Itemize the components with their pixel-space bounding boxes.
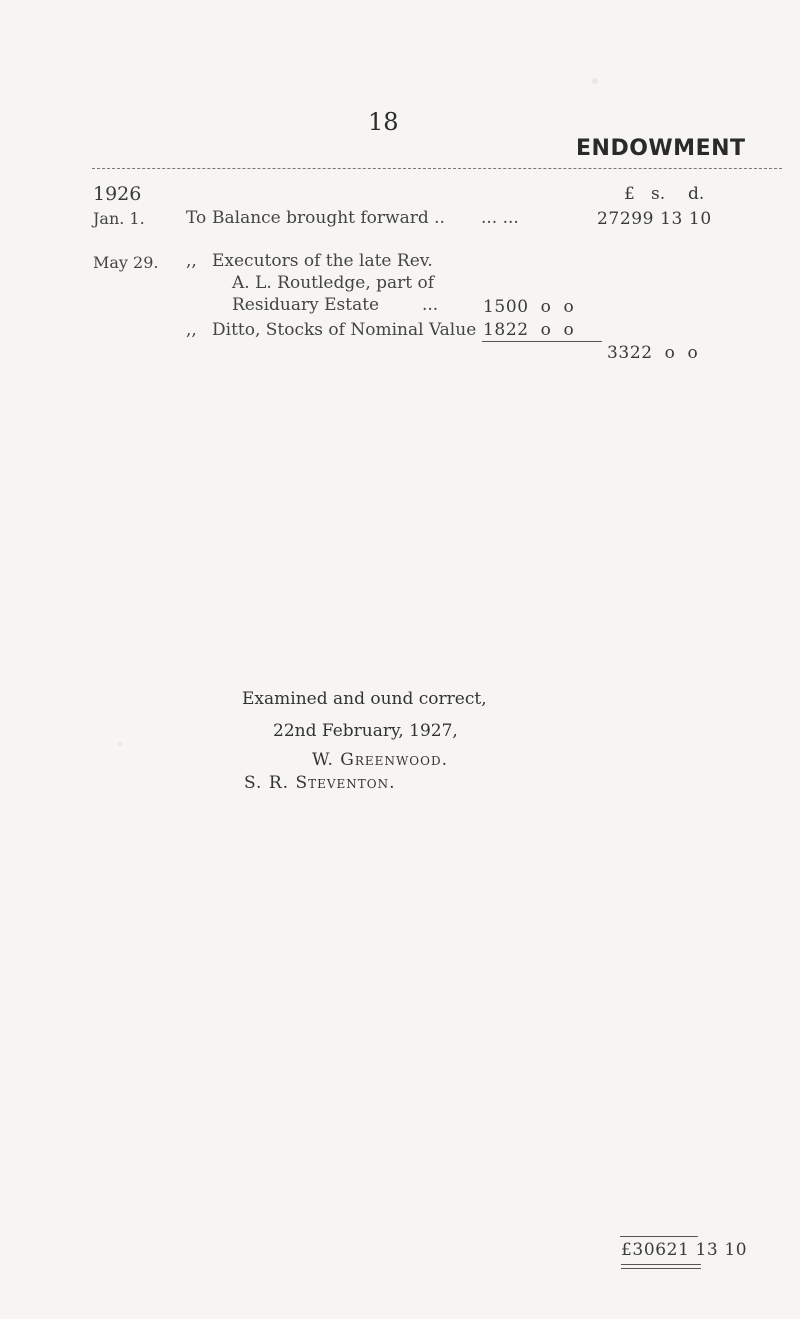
paper-spot xyxy=(118,742,122,746)
certification-line: Examined and ound correct, xyxy=(242,689,487,709)
entry-prefix: ,, xyxy=(186,320,197,340)
paper-spot xyxy=(592,78,598,84)
entry-description-line: A. L. Routledge, part of xyxy=(232,273,435,293)
entry-leaders: ... ... xyxy=(481,208,519,228)
section-title: ENDOWMENT xyxy=(576,136,746,161)
total-rule-double xyxy=(621,1264,701,1265)
pounds-header: £ xyxy=(624,184,635,204)
header-rule xyxy=(92,168,782,169)
signatory: S. R. Steventon. xyxy=(244,773,396,793)
pence-header: d. xyxy=(688,184,705,204)
entry-description-line: Residuary Estate xyxy=(232,295,380,315)
signatory: W. Greenwood. xyxy=(312,750,448,770)
entry-total: 27299 13 10 xyxy=(597,209,712,229)
entry-date: May 29. xyxy=(93,253,159,272)
entry-leaders: ... xyxy=(422,295,439,315)
entry-description-line: Executors of the late Rev. xyxy=(212,251,433,271)
shillings-header: s. xyxy=(651,184,666,204)
total-rule-double xyxy=(621,1268,701,1269)
subtotal-rule xyxy=(482,341,602,342)
certification-date: 22nd February, 1927, xyxy=(273,721,458,741)
entry-description: Balance brought forward .. xyxy=(212,208,445,228)
entry-description: Ditto, Stocks of Nominal Value xyxy=(212,320,477,340)
entry-amount: 1500 o o xyxy=(483,297,575,317)
ledger-year: 1926 xyxy=(93,183,142,205)
entry-amount: 1822 o o xyxy=(483,320,575,340)
page-number: 18 xyxy=(368,108,399,136)
entry-prefix: To xyxy=(186,208,207,228)
grand-total: £30621 13 10 xyxy=(621,1240,748,1260)
total-rule-top xyxy=(620,1236,698,1237)
entry-date: Jan. 1. xyxy=(93,209,145,228)
entry-prefix: ,, xyxy=(186,251,197,271)
entry-subtotal: 3322 o o xyxy=(607,343,699,363)
